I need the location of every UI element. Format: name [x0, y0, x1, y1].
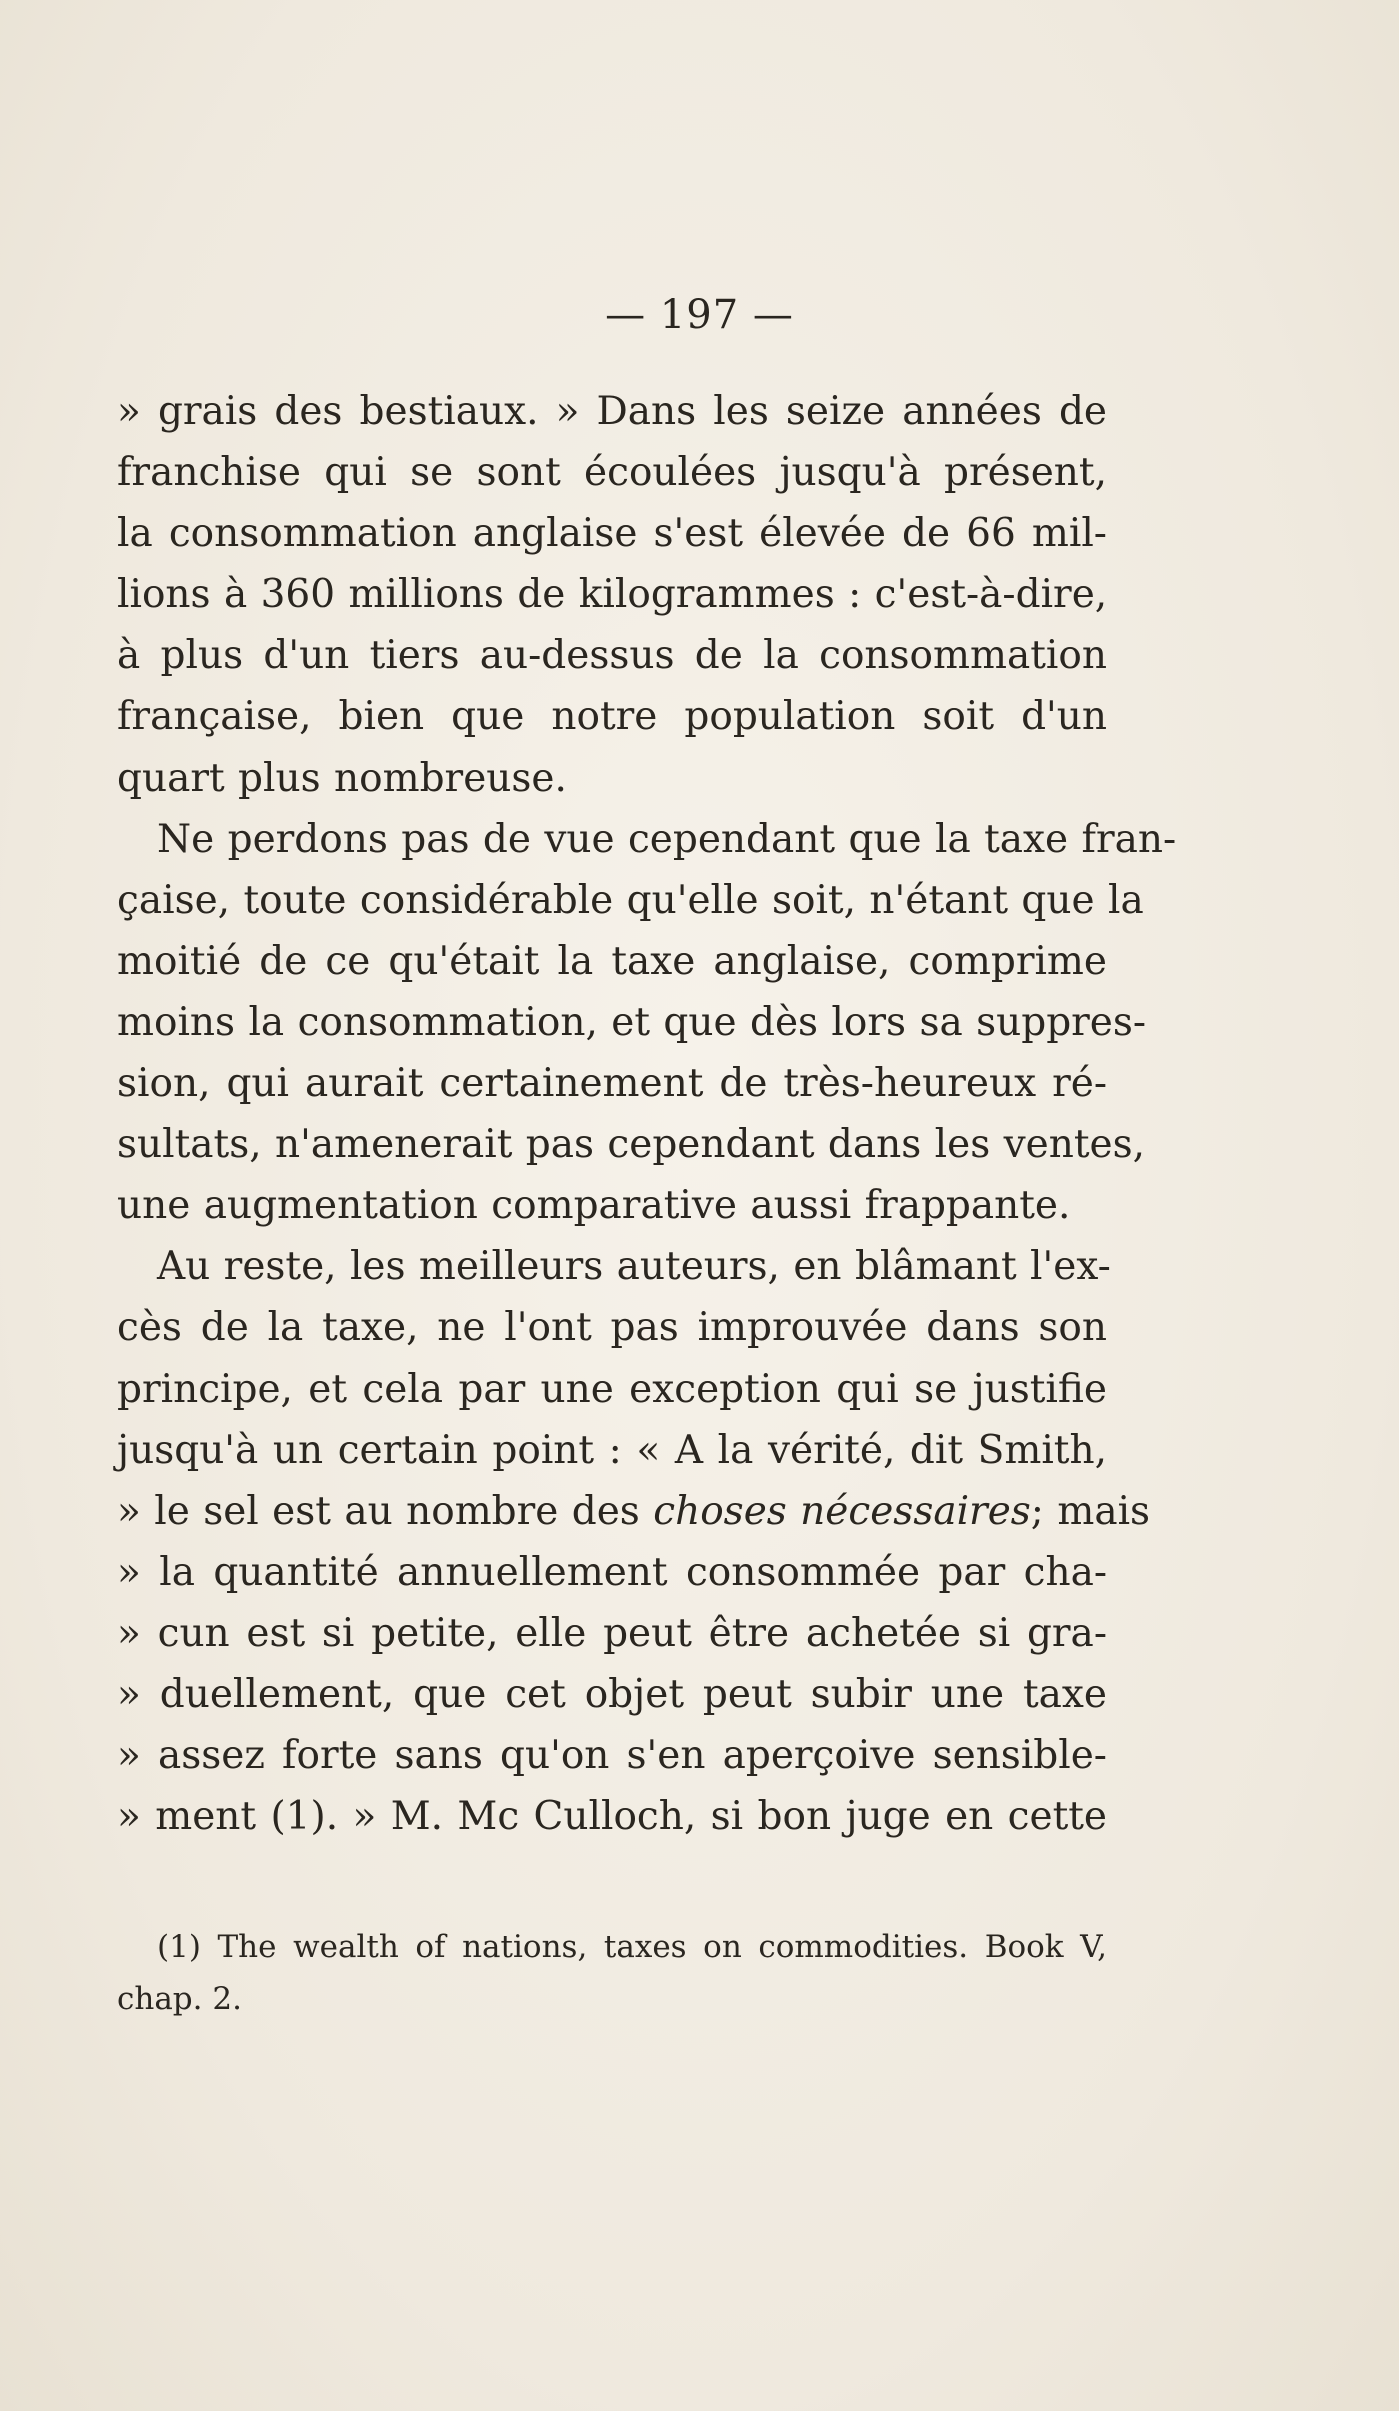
- text-line: » ment (1). » M. Mc Culloch, si bon juge en cette: [117, 1794, 1107, 1840]
- text-line: franchise qui se sont écoulées jusqu'à présent,: [117, 450, 1107, 496]
- text-line: sultats, n'amenerait pas cependant dans les ventes,: [117, 1122, 1146, 1168]
- footnote-line: (1) The wealth of nations, taxes on commodities. Book V,: [157, 1929, 1107, 1965]
- text-line: » duellement, que cet objet peut subir une taxe: [117, 1671, 1107, 1717]
- italic-phrase: choses nécessaires: [653, 1488, 1031, 1534]
- text-line: moitié de ce qu'était la taxe anglaise, comprime: [117, 938, 1107, 984]
- page-number: — 197 —: [605, 292, 794, 338]
- text-line: quart plus nombreuse.: [117, 755, 567, 801]
- text-line: jusqu'à un certain point : « A la vérité, dit Smith,: [117, 1427, 1107, 1473]
- text-line: à plus d'un tiers au-dessus de la consommation: [117, 633, 1107, 679]
- text-line: française, bien que notre population soit d'un: [117, 694, 1107, 740]
- text-line: çaise, toute considérable qu'elle soit, n'étant que la: [117, 877, 1144, 923]
- text-line: » la quantité annuellement consommée par cha-: [117, 1549, 1107, 1595]
- text-line: » cun est si petite, elle peut être achetée si gra-: [117, 1610, 1107, 1656]
- text-line: lions à 360 millions de kilogrammes : c'est-à-dire,: [117, 572, 1108, 618]
- text-line: la consommation anglaise s'est élevée de 66 mil-: [117, 511, 1107, 557]
- text-line: » grais des bestiaux. » Dans les seize années de: [117, 389, 1107, 434]
- text-line: cès de la taxe, ne l'ont pas improuvée dans son: [117, 1305, 1107, 1351]
- body-text: [117, 381, 1177, 1847]
- text-line: » le sel est au nombre des choses nécessaires; mais: [117, 1488, 1151, 1534]
- footnote-line: chap. 2.: [117, 1981, 242, 2017]
- text-line: sion, qui aurait certainement de très-heureux ré-: [117, 1061, 1107, 1107]
- text-line: Ne perdons pas de vue cependant que la taxe fran-: [157, 816, 1177, 862]
- text-line: » assez forte sans qu'on s'en aperçoive sensible-: [117, 1733, 1107, 1779]
- footnotes: [117, 1921, 1107, 2025]
- text-line: principe, et cela par une exception qui se justifie: [117, 1366, 1107, 1412]
- text-line: moins la consommation, et que dès lors sa suppres-: [117, 999, 1147, 1045]
- text-line: Au reste, les meilleurs auteurs, en blâmant l'ex-: [157, 1244, 1111, 1290]
- text-line: une augmentation comparative aussi frappante.: [117, 1183, 1071, 1229]
